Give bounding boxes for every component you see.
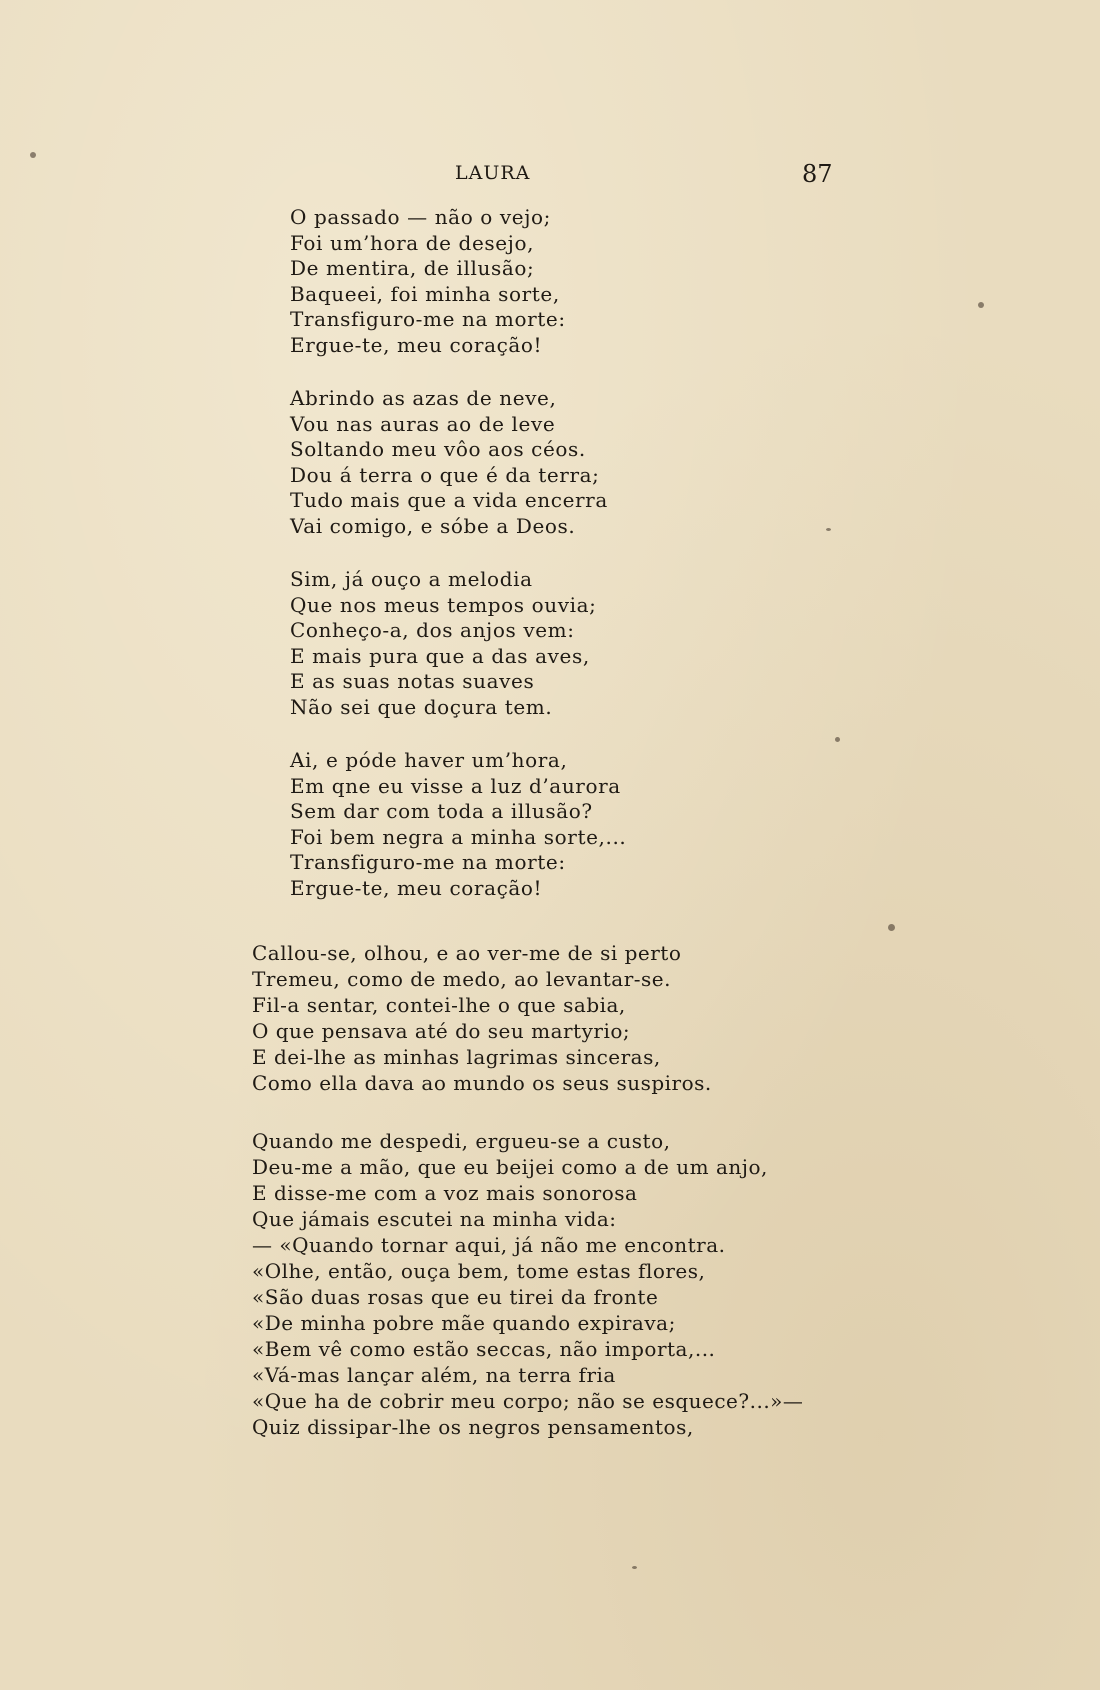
stanza [290,386,850,539]
text-line: «Que ha de cobrir meu corpo; não se esquece?...»— [252,1389,804,1413]
verse-line: Transfiguro-me na morte: [290,307,566,331]
text-line: «Bem vê como estão seccas, não importa,... [252,1337,716,1361]
text-line: «São duas rosas que eu tirei da fronte [252,1285,659,1309]
stanza [290,748,850,901]
verse-line: Vai comigo, e sóbe a Deos. [290,513,576,538]
text-line: O que pensava até do seu martyrio; [252,1019,631,1043]
text-line: «De minha pobre mãe quando expirava; [252,1311,676,1335]
paragraph [252,940,812,1096]
text-line: «Vá-mas lançar além, na terra fria [252,1363,616,1387]
verse-line: Conheço-a, dos anjos vem: [290,618,575,642]
text-line: E dei-lhe as minhas lagrimas sinceras, [252,1045,661,1069]
paper-speck [888,924,895,931]
text-line: Quando me despedi, ergueu-se a custo, [252,1129,671,1153]
verse-line: Foi um’hora de desejo, [290,230,535,255]
text-line: «Olhe, então, ouça bem, tome estas flores, [252,1259,706,1283]
narrative-text [252,940,812,1472]
verse-line: Tudo mais que a vida encerra [290,488,608,512]
text-line: E disse-me com a voz mais sonorosa [252,1181,638,1205]
stanza [290,567,850,720]
page-number: 87 [802,160,833,188]
running-title: LAURA [455,162,531,184]
text-line: Fil-a sentar, contei-lhe o que sabia, [252,993,626,1017]
verse-line: O passado — não o vejo; [290,205,552,229]
verse-line: Sem dar com toda a illusão? [290,799,593,823]
text-line: Deu-me a mão, que eu beijei como a de um anjo, [252,1155,768,1179]
paragraph [252,1128,812,1440]
verse-line: Soltando meu vôo aos céos. [290,437,586,461]
verse-line: Transfiguro-me na morte: [290,850,566,874]
stanza [290,205,850,358]
text-line: Callou-se, olhou, e ao ver-me de si perto [252,941,682,965]
verse-line: Abrindo as azas de neve, [290,386,557,410]
verse-line: Baqueei, foi minha sorte, [290,281,560,306]
verse-line: Ergue-te, meu coração! [290,332,543,357]
verse-line: Em qne eu visse a luz d’aurora [290,773,621,798]
paper-speck [978,302,984,308]
verse-line: Não sei que doçura tem. [290,694,553,719]
text-line: Tremeu, como de medo, ao levantar-se. [252,967,671,991]
paper-speck [30,152,36,158]
verse-line: Sim, já ouço a melodia [290,567,533,591]
verse-line: Vou nas auras ao de leve [290,411,556,436]
text-line: Que jámais escutei na minha vida: [252,1207,617,1231]
paper-speck [835,737,840,742]
poem [290,205,850,929]
verse-line: De mentira, de illusão; [290,256,535,280]
verse-line: E as suas notas suaves [290,669,535,693]
verse-line: Foi bem negra a minha sorte,... [290,824,627,849]
text-line: Como ella dava ao mundo os seus suspiros. [252,1071,712,1095]
verse-line: E mais pura que a das aves, [290,643,590,668]
text-line: Quiz dissipar-lhe os negros pensamentos, [252,1415,694,1439]
paper-speck [632,1566,637,1569]
verse-line: Dou á terra o que é da terra; [290,462,600,487]
verse-line: Ai, e póde haver um’hora, [290,748,568,772]
page-header [0,160,1100,190]
verse-line: Ergue-te, meu coração! [290,875,543,900]
paper-speck [826,528,831,531]
text-line: — «Quando tornar aqui, já não me encontra. [252,1233,726,1257]
verse-line: Que nos meus tempos ouvia; [290,592,597,617]
